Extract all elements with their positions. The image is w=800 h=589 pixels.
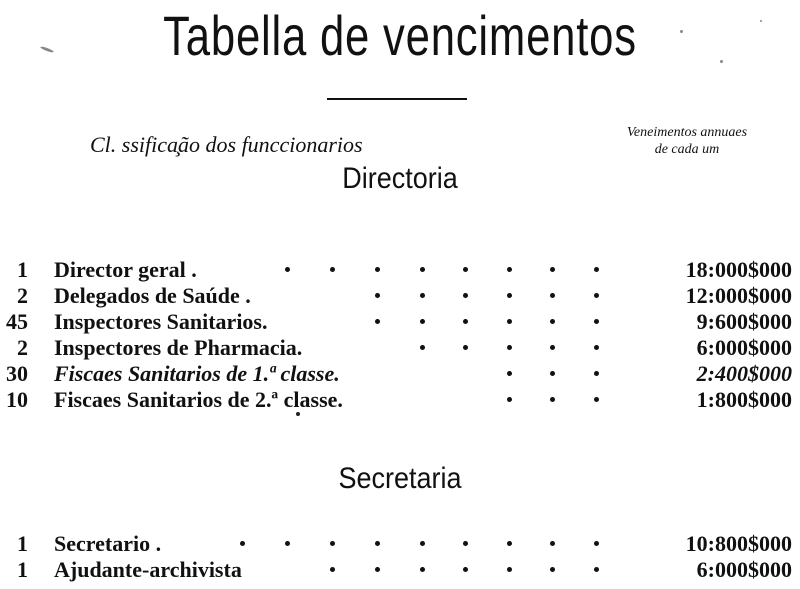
leader-dot — [594, 541, 599, 546]
table-row — [0, 258, 800, 282]
table-row — [0, 284, 800, 308]
row-label: Director geral . — [54, 257, 197, 282]
row-label: Inspectores de Pharmacia. — [54, 335, 303, 360]
section-heading-directoria: Directoria — [342, 162, 458, 195]
column-heading-salaries-line1: Veneimentos annuaes — [626, 125, 748, 140]
row-label: Inspectores Sanitarios. — [54, 309, 268, 334]
leader-dot — [463, 267, 468, 272]
row-quantity: 2 — [17, 283, 28, 308]
leader-dot — [463, 541, 468, 546]
row-quantity: 30 — [6, 361, 28, 386]
row-quantity: 10 — [6, 387, 28, 412]
row-label: Fiscaes Sanitarios de 2.ª classe. — [54, 387, 343, 412]
table-row — [0, 558, 800, 582]
row-amount: 6:000$000 — [696, 335, 792, 360]
leader-dot — [463, 345, 468, 350]
leader-dot — [420, 319, 425, 324]
row-amount: 18:000$000 — [685, 257, 792, 282]
leader-dot — [594, 267, 599, 272]
row-quantity: 45 — [6, 309, 28, 334]
leader-dot — [420, 541, 425, 546]
leader-dot — [594, 371, 599, 376]
leader-dot — [550, 345, 555, 350]
table-row — [0, 362, 800, 386]
scan-speck — [760, 20, 762, 22]
leader-dot — [550, 541, 555, 546]
leader-dot — [420, 267, 425, 272]
table-row — [0, 310, 800, 334]
scan-speck — [296, 412, 300, 416]
leader-dot — [550, 567, 555, 572]
leader-dot — [375, 319, 380, 324]
leader-dot — [594, 345, 599, 350]
scan-speck — [720, 60, 723, 63]
table-row — [0, 336, 800, 360]
row-amount: 10:800$000 — [685, 531, 792, 556]
leader-dot — [463, 293, 468, 298]
row-amount: 12:000$000 — [685, 283, 792, 308]
leader-dot — [507, 293, 512, 298]
leader-dot — [420, 293, 425, 298]
row-amount: 1:800$000 — [696, 387, 792, 412]
row-quantity: 2 — [17, 335, 28, 360]
title-rule — [327, 98, 467, 100]
row-amount: 9:600$000 — [696, 309, 792, 334]
row-quantity: 1 — [17, 557, 28, 582]
scan-speck — [680, 30, 683, 33]
leader-dot — [420, 345, 425, 350]
page-title: Tabella de vencimentos — [163, 4, 637, 67]
leader-dot — [507, 541, 512, 546]
leader-dot — [594, 319, 599, 324]
leader-dot — [550, 267, 555, 272]
leader-dot — [420, 567, 425, 572]
leader-dot — [594, 567, 599, 572]
leader-dot — [285, 541, 290, 546]
column-heading-salaries-line2: de cada um — [654, 142, 720, 157]
column-heading-salaries — [592, 124, 782, 158]
leader-dot — [507, 267, 512, 272]
leader-dot — [375, 567, 380, 572]
leader-dot — [463, 319, 468, 324]
row-label: Ajudante-archivista — [54, 557, 242, 582]
leader-dot — [594, 397, 599, 402]
leader-dot — [507, 371, 512, 376]
scan-speck — [40, 46, 54, 54]
leader-dot — [507, 319, 512, 324]
leader-dot — [375, 293, 380, 298]
row-label: Secretario . — [54, 531, 162, 556]
leader-dot — [507, 567, 512, 572]
table-row — [0, 532, 800, 556]
leader-dot — [463, 567, 468, 572]
leader-dot — [507, 345, 512, 350]
row-quantity: 1 — [17, 531, 28, 556]
leader-dot — [550, 293, 555, 298]
row-amount: 2:400$000 — [696, 361, 792, 386]
leader-dot — [330, 267, 335, 272]
row-amount: 6:000$000 — [696, 557, 792, 582]
leader-dot — [375, 541, 380, 546]
leader-dot — [550, 397, 555, 402]
table-row — [0, 388, 800, 412]
leader-dot — [285, 267, 290, 272]
leader-dot — [550, 371, 555, 376]
row-label: Delegados de Saúde . — [54, 283, 251, 308]
leader-dot — [330, 541, 335, 546]
section-heading-secretaria: Secretaria — [338, 462, 462, 495]
leader-dot — [375, 267, 380, 272]
leader-dot — [550, 319, 555, 324]
row-label: Fiscaes Sanitarios de 1.ª classe. — [54, 361, 340, 386]
leader-dot — [594, 293, 599, 298]
leader-dot — [507, 397, 512, 402]
leader-dot — [330, 567, 335, 572]
column-heading-classification: Cl. ssifica̧ão dos funccionarios — [90, 132, 363, 157]
leader-dot — [240, 541, 245, 546]
row-quantity: 1 — [17, 257, 28, 282]
